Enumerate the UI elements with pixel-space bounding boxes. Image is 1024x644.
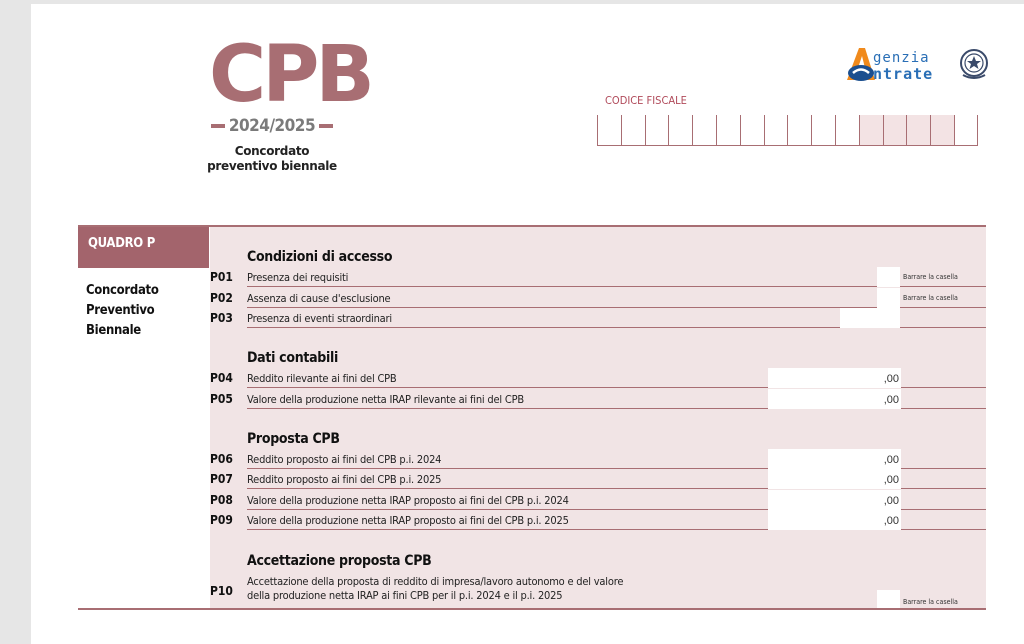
quadro-bottom-rule — [78, 608, 986, 610]
row-p04 — [210, 368, 986, 388]
cpb-logo-subtitle — [201, 144, 343, 174]
p06-amount-field[interactable] — [768, 449, 901, 469]
cf-box[interactable] — [716, 115, 740, 145]
row-p09 — [210, 510, 986, 530]
row-p01 — [210, 267, 986, 287]
cf-box[interactable] — [597, 115, 621, 145]
row-hint: Barrare la casella — [903, 598, 958, 606]
agency-word1: genzia — [873, 50, 930, 66]
amount-suffix: ,00 — [883, 515, 899, 527]
row-code: P05 — [210, 392, 233, 406]
row-label: Valore della produzione netta IRAP proposto ai fini del CPB p.i. 2025 — [247, 514, 569, 527]
row-rule — [247, 286, 986, 287]
cf-box[interactable] — [906, 115, 930, 145]
codice-fiscale-label: CODICE FISCALE — [605, 94, 687, 107]
row-label: Reddito rilevante ai fini del CPB — [247, 372, 397, 385]
amount-suffix: ,00 — [883, 454, 899, 466]
row-p06 — [210, 449, 986, 469]
row-code: P09 — [210, 513, 233, 527]
cf-box[interactable] — [954, 115, 978, 145]
logo-years-text: 2024/2025 — [228, 116, 316, 136]
cf-box[interactable] — [930, 115, 954, 145]
codice-fiscale-boxes[interactable] — [597, 115, 978, 146]
row-p10 — [210, 572, 986, 608]
row-label-line1: Accettazione della proposta di reddito di impresa/lavoro autonomo e del valore — [247, 575, 624, 588]
p09-amount-field[interactable] — [768, 510, 901, 530]
logo-bar-left — [211, 124, 225, 128]
amount-suffix: ,00 — [883, 495, 899, 507]
row-label: Reddito proposto ai fini del CPB p.i. 2025 — [247, 473, 442, 486]
cf-box[interactable] — [740, 115, 764, 145]
row-hint: Barrare la casella — [903, 273, 958, 281]
quadro-desc-line1: Concordato — [86, 283, 159, 298]
amount-suffix: ,00 — [883, 373, 899, 385]
row-p03 — [210, 308, 986, 328]
p10-checkbox[interactable] — [877, 590, 900, 608]
row-label-line2: della produzione netta IRAP ai fini CPB per il p.i. 2024 e il p.i. 2025 — [247, 589, 563, 602]
row-p02 — [210, 288, 986, 308]
row-code: P01 — [210, 270, 233, 284]
cf-box[interactable] — [668, 115, 692, 145]
row-code: P02 — [210, 291, 233, 305]
p02-checkbox[interactable] — [877, 288, 900, 308]
quadro-desc-line3: Biennale — [86, 323, 141, 338]
quadro-badge: QUADRO P — [78, 227, 209, 268]
row-code: P03 — [210, 311, 233, 325]
row-p08 — [210, 490, 986, 510]
row-label: Presenza di eventi straordinari — [247, 312, 392, 325]
logo-sub-line1: Concordato — [234, 144, 310, 158]
cf-box[interactable] — [835, 115, 859, 145]
p05-amount-field[interactable] — [768, 389, 901, 409]
p07-amount-field[interactable] — [768, 469, 901, 489]
section-title-condizioni: Condizioni di accesso — [247, 249, 393, 265]
row-code: P08 — [210, 493, 233, 507]
agency-word2: ntrate — [873, 65, 934, 83]
row-p05 — [210, 389, 986, 409]
p03-field[interactable] — [840, 308, 900, 328]
row-label: Presenza dei requisiti — [247, 271, 349, 284]
row-code: P04 — [210, 371, 233, 385]
form-page — [31, 4, 1024, 644]
row-label: Valore della produzione netta IRAP proposto ai fini del CPB p.i. 2024 — [247, 494, 569, 507]
row-code: P07 — [210, 472, 233, 486]
p04-amount-field[interactable] — [768, 368, 901, 388]
agenzia-entrate-logo — [841, 46, 991, 86]
quadro-description — [86, 281, 159, 341]
cpb-logo-years — [209, 116, 335, 136]
p01-checkbox[interactable] — [877, 267, 900, 287]
section-title-dati-contabili: Dati contabili — [247, 350, 339, 366]
row-label: Reddito proposto ai fini del CPB p.i. 2024 — [247, 453, 442, 466]
amount-suffix: ,00 — [883, 394, 899, 406]
cf-box[interactable] — [787, 115, 811, 145]
cf-box[interactable] — [859, 115, 883, 145]
logo-sub-line2: preventivo biennale — [207, 159, 337, 173]
section-title-accettazione: Accettazione proposta CPB — [247, 553, 432, 569]
cf-box[interactable] — [621, 115, 645, 145]
cf-box[interactable] — [883, 115, 907, 145]
cf-box[interactable] — [645, 115, 669, 145]
cf-box[interactable] — [692, 115, 716, 145]
cpb-logo: CPB — [209, 30, 371, 120]
cf-box[interactable] — [764, 115, 788, 145]
row-code: P10 — [210, 584, 233, 598]
quadro-desc-line2: Preventivo — [86, 303, 155, 318]
row-hint: Barrare la casella — [903, 294, 958, 302]
section-title-proposta: Proposta CPB — [247, 431, 340, 447]
logo-bar-right — [319, 124, 333, 128]
row-label: Valore della produzione netta IRAP rilevante ai fini del CPB — [247, 393, 524, 406]
p08-amount-field[interactable] — [768, 490, 901, 510]
row-label: Assenza di cause d'esclusione — [247, 292, 391, 305]
amount-suffix: ,00 — [883, 474, 899, 486]
agency-a-icon — [845, 46, 875, 82]
row-p07 — [210, 469, 986, 489]
row-code: P06 — [210, 452, 233, 466]
cf-box[interactable] — [811, 115, 835, 145]
republic-emblem-icon — [959, 48, 989, 80]
